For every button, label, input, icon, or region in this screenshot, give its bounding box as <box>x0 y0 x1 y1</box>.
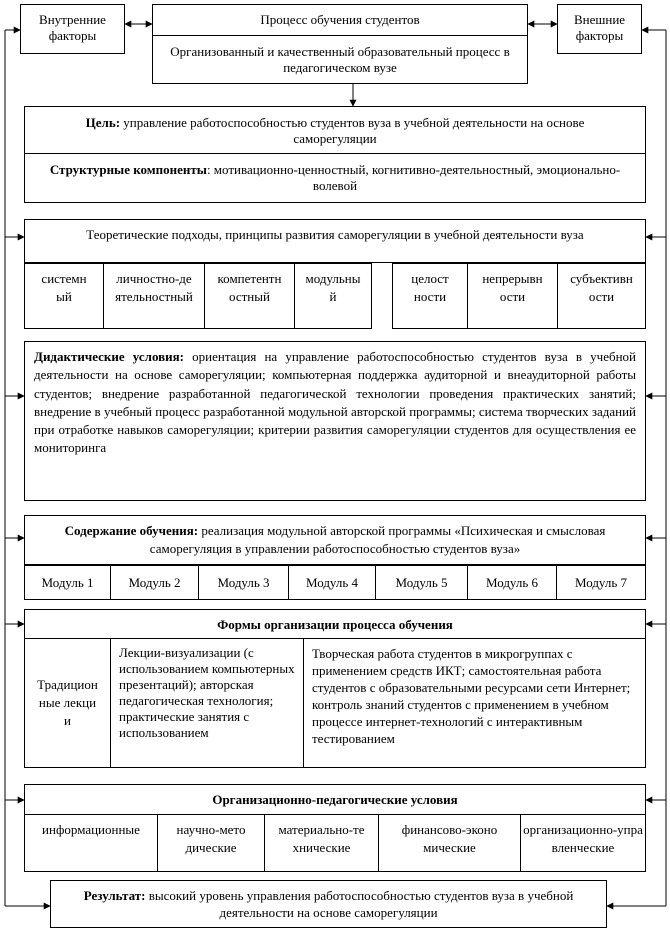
result-text <box>59 887 598 921</box>
didactic-text <box>34 348 636 458</box>
content-box <box>24 515 646 565</box>
org-informational: информационные <box>24 814 158 872</box>
components-description: : мотивационно-ценностный, когнитивно-деятельностный, эмоционально-волевой <box>206 162 621 193</box>
org-box <box>24 784 646 815</box>
approach-modular: модульный <box>294 263 372 329</box>
approach-systemic: системный <box>24 263 104 329</box>
theory-box <box>24 219 646 263</box>
org-financial: финансово-экономические <box>378 814 521 872</box>
module-4: Модуль 4 <box>288 565 376 600</box>
result-box <box>50 880 607 928</box>
theory-title: Теоретические подходы, принципы развития саморегуляции в учебной деятельности вуза <box>86 227 584 242</box>
module-3: Модуль 3 <box>198 565 289 600</box>
result-description: высокий уровень управления работоспособностью студентов вуза в учебной деятельности на основе саморегуляции <box>145 888 574 920</box>
didactic-label: Дидактические условия: <box>34 349 185 364</box>
external-factors-label: Внешние факторы <box>573 12 626 43</box>
goal-label: Цель: <box>85 115 121 130</box>
didactic-description: ориентация на управление работоспособностью студентов вуза в учебной деятельности на основе саморегуляции; компьютерная поддержка аудиторной и внеаудиторной работы студентов; внедрение разработанной педагогической технологии проведения практических занятий; внедрение в учебный процесс разработанной модульной авторской программы; система творческих заданий при отработке навыков саморегуляции; критерии развития саморегуляции студентов для осуществления ее мониторинга <box>34 349 636 456</box>
principle-continuity: непрерывности <box>467 263 558 329</box>
creative-work: Творческая работа студентов в микрогруппах с применением средств ИКТ; самостоятельная работа студентов с образовательными ресурсами сети Интернет; контроль знаний студентов с применением в учебном процессе интернет-технологий с интерактивным тестированием <box>303 638 646 768</box>
visual-lectures: Лекции-визуализации (с использованием компьютерных презентаций); авторская педагогическая технология; практические занятия с использованием <box>110 638 304 768</box>
internal-factors-label: Внутренние факторы <box>39 12 106 43</box>
process-subtitle: Организованный и качественный образовательный процесс в педагогическом вузе <box>170 44 510 75</box>
didactic-box <box>24 341 646 501</box>
components-label: Структурные компоненты <box>49 162 207 177</box>
internal-factors-box <box>20 4 125 54</box>
content-description: реализация модульной авторской программы «Психическая и смысловая саморегуляция в управлении работоспособностью студентов вуза» <box>149 523 606 556</box>
external-factors-box <box>557 4 642 54</box>
goal-description: управление работоспособностью студентов вуза в учебной деятельности на основе саморегуляции <box>120 115 585 146</box>
process-box <box>152 4 528 84</box>
goal-box <box>24 106 646 203</box>
process-title: Процесс обучения студентов <box>260 12 420 27</box>
principle-subjectivity: субъективности <box>557 263 646 329</box>
forms-box <box>24 609 646 639</box>
org-title: Организационно-педагогические условия <box>212 792 458 807</box>
goal-text <box>45 115 625 147</box>
module-1: Модуль 1 <box>24 565 111 600</box>
module-2: Модуль 2 <box>110 565 199 600</box>
principle-integrity: целостности <box>392 263 468 329</box>
forms-title: Формы организации процесса обучения <box>217 617 453 632</box>
components-text <box>31 162 639 194</box>
content-label: Содержание обучения: <box>64 523 199 538</box>
module-7: Модуль 7 <box>556 565 646 600</box>
approach-personal: личностно-деятельностный <box>103 263 205 329</box>
module-5: Модуль 5 <box>375 565 468 600</box>
org-scientific: научно-методические <box>157 814 265 872</box>
traditional-lectures: Традиционные лекции <box>24 638 111 768</box>
org-managerial: организационно-управленческие <box>520 814 646 872</box>
approach-competence: компетентностный <box>204 263 295 329</box>
content-text <box>33 522 637 558</box>
result-label: Результат: <box>83 888 146 903</box>
org-material: материально-технические <box>264 814 379 872</box>
module-6: Модуль 6 <box>467 565 557 600</box>
